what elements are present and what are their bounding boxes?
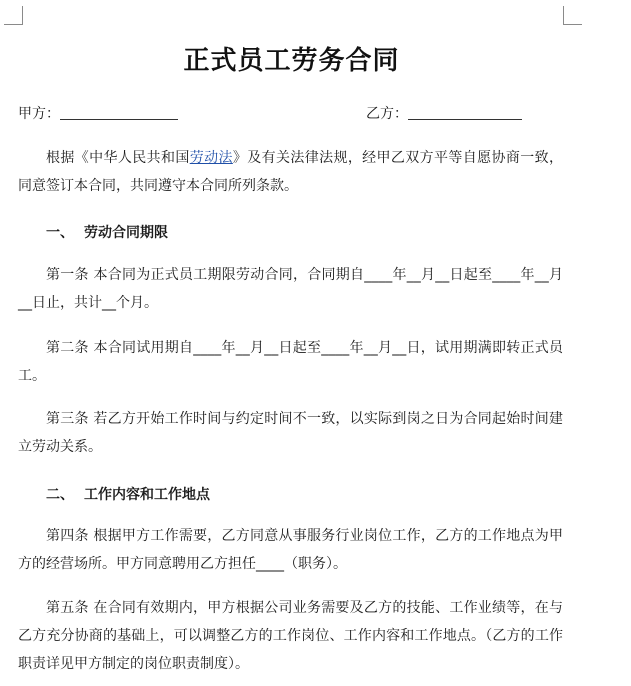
party-b-label: 乙方： [366, 106, 408, 122]
section-number: 二、 [46, 487, 74, 503]
party-a-line [18, 103, 178, 123]
section-title: 工作内容和工作地点 [84, 487, 210, 503]
intro-text-start: 根据《中华人民共和国 [46, 150, 190, 166]
party-a-label: 甲方： [18, 106, 60, 122]
document-title: 正式员工劳务合同 [183, 46, 400, 76]
page-corner-mark [563, 6, 582, 25]
page-corner-mark [4, 6, 23, 25]
section-number: 一、 [46, 225, 74, 241]
party-b-line [366, 103, 522, 123]
section-title: 劳动合同期限 [84, 225, 168, 241]
article-4: 第四条 根据甲方工作需要，乙方同意从事服务行业岗位工作，乙方的工作地点为甲方的经营场所。甲方同意聘用乙方担任____（职务）。 [18, 528, 563, 572]
section-heading-1 [46, 222, 168, 242]
intro-text-end: 》及有关法律法规，经甲乙双方平等自愿协商一致，同意签订本合同，共同遵守本合同所列条款。 [18, 150, 564, 194]
party-b-blank[interactable] [408, 105, 522, 120]
party-a-blank[interactable] [60, 105, 178, 120]
article-5: 第五条 在合同有效期内，甲方根据公司业务需要及乙方的技能、工作业绩等，在与乙方充分协商的基础上，可以调整乙方的工作岗位、工作内容和工作地点。（乙方的工作职责详见甲方制定的岗位职责制度）。 [18, 600, 563, 672]
article-1: 第一条 本合同为正式员工期限劳动合同，合同期自____年__月__日起至____年__月__日止，共计__个月。 [18, 267, 563, 311]
intro-paragraph [18, 144, 563, 200]
labor-law-link[interactable]: 劳动法 [189, 150, 233, 166]
article-3: 第三条 若乙方开始工作时间与约定时间不一致，以实际到岗之日为合同起始时间建立劳动关系。 [18, 411, 563, 455]
section-heading-2 [46, 484, 210, 504]
article-2: 第二条 本合同试用期自____年__月__日起至____年__月__日，试用期满即转正式员工。 [18, 340, 563, 384]
